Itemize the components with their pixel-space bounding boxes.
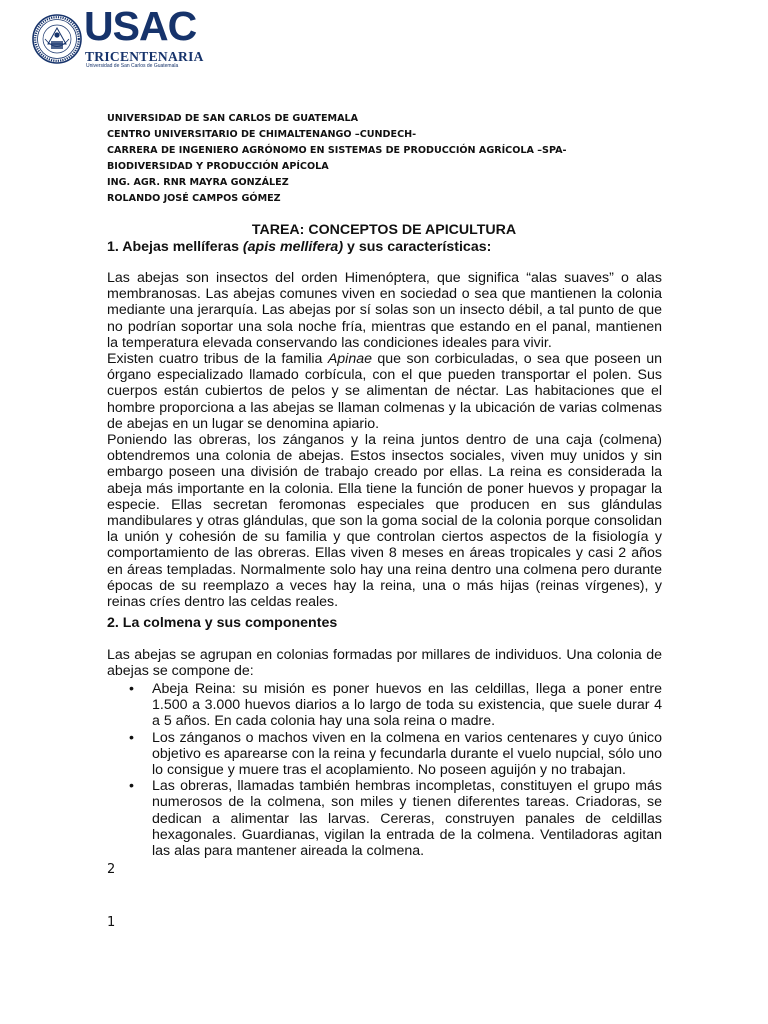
paragraph-2-post: que son corbiculadas, o sea que poseen un órgano especializado llamado corbícula, con el que pueden transportar el polen. Sus cuerpos están cubiertos de pelos y se alimentan de néctar. Las habitaciones que el hombre proporciona a las abejas se llaman colmenas y la ubicación de varias colmenas de abejas en un lugar se denomina apiario. [107,351,663,432]
bee-caste-list [107,681,662,859]
header-student: ROLANDO JOSÉ CAMPOS GÓMEZ [107,193,281,205]
paragraph-2 [107,351,662,432]
section-2-heading: 2. La colmena y sus componentes [107,615,338,631]
bullet-icon: • [129,729,134,746]
paragraph-1: Las abejas son insectos del orden Himenóptera, que significa “alas suaves” o alas membranosas. Las abejas comunes viven en sociedad o sea que mantienen la colonia mediante una jerarquía. Las abejas por sí solas son un insecto débil, a tal punto de que no podrían soportar una sola noche fría, mientras que estando en el panal, mantienen la temperatura elevada conservando las condiciones ideales para vivir. [107,270,662,351]
document-header [107,111,667,208]
section-1-heading-post: y sus características: [343,239,492,255]
header-career: CARRERA DE INGENIERO AGRÓNOMO EN SISTEMAS DE PRODUCCIÓN AGRÍCOLA –SPA- [107,145,567,157]
section-1-heading-italic: (apis mellifera) [242,239,344,255]
section-1-body [107,270,662,610]
list-item [107,681,662,730]
page-number: 1 [107,915,116,930]
usac-logo [32,3,204,76]
section-1-heading-pre: 1. Abejas mellíferas [107,239,243,255]
bullet-icon: • [129,681,134,697]
list-item [107,778,662,859]
paragraph-3: Poniendo las obreras, los zánganos y la reina juntos dentro de una caja (colmena) obtendremos una colonia de abejas. Estos insectos sociales, viven muy unidos y sin embargo poseen una división de trabajo creado por ellas. La reina es considerada la abeja más importante en la colonia. Ella tiene la función de poner huevos y propagar la especie. Ellas secretan feromonas especiales que producen en sus glándulas mandibulares y otras glándulas, que son la goma social de la colonia porque consolidan la unión y cohesión de su familia y que controlan ciertos aspectos de la fisiología y comportamiento de las obreras. Ellas viven 8 meses en áreas tropicales y casi 2 años en áreas templadas. Normalmente solo hay una reina dentro una colmena pero durante épocas de su reemplazo a veces hay la reina, una o más hijas (reinas vírgenes), y reinas críes dentro las celdas reales. [107,432,662,611]
paragraph-2-italic: Apinae [327,351,372,368]
paragraph-intro: Las abejas se agrupan en colonias formadas por millares de individuos. Una colonia de abejas se compone de: [107,647,662,680]
header-teacher: ING. AGR. RNR MAYRA GONZÁLEZ [107,177,289,189]
logo-tagline: TRICENTENARIA [85,49,204,64]
page-number: 2 [107,862,116,877]
university-seal-icon [32,14,82,64]
logo-wordmark: USAC [84,3,197,49]
page-title: TAREA: CONCEPTOS DE APICULTURA [251,222,517,238]
list-item-text: Las obreras, llamadas también hembras incompletas, constituyen el grupo más numerosos de la colmena, son miles y tienen diferentes tareas. Criadoras, se dedican a alimentar las larvas. Cereras, construyen panales de celdillas hexagonales. Guardianas, vigilan la entrada de la colmena. Ventiladoras agitan las alas para mantener aireada la colmena. [152,778,662,860]
list-item-text: Abeja Reina: su misión es poner huevos en las celdillas, llega a poner entre 1.500 a 3.000 huevos diarios a lo largo de toda su existencia, que suele durar 4 a 5 años. En cada colonia hay una sola reina o madre. [152,681,662,730]
bullet-icon: • [129,778,134,795]
header-center: CENTRO UNIVERSITARIO DE CHIMALTENANGO –CUNDECH- [107,129,417,141]
section-1-heading [107,238,667,256]
header-university: UNIVERSIDAD DE SAN CARLOS DE GUATEMALA [107,113,359,124]
paragraph-2-pre: Existen cuatro tribus de la familia [107,351,328,368]
list-item-text: Los zánganos o machos viven en la colmena en varios centenares y cuyo único objetivo es aparearse con la reina y fecundarla durante el vuelo nupcial, sólo uno lo consigue y muere tras el acoplamiento. No poseen aguijón y no trabajan. [152,729,662,779]
section-2-intro [107,647,662,679]
header-course: BIODIVERSIDAD Y PRODUCCIÓN APÍCOLA [107,161,329,173]
list-item [107,730,662,779]
logo-subtitle: Universidad de San Carlos de Guatemala [86,63,179,69]
